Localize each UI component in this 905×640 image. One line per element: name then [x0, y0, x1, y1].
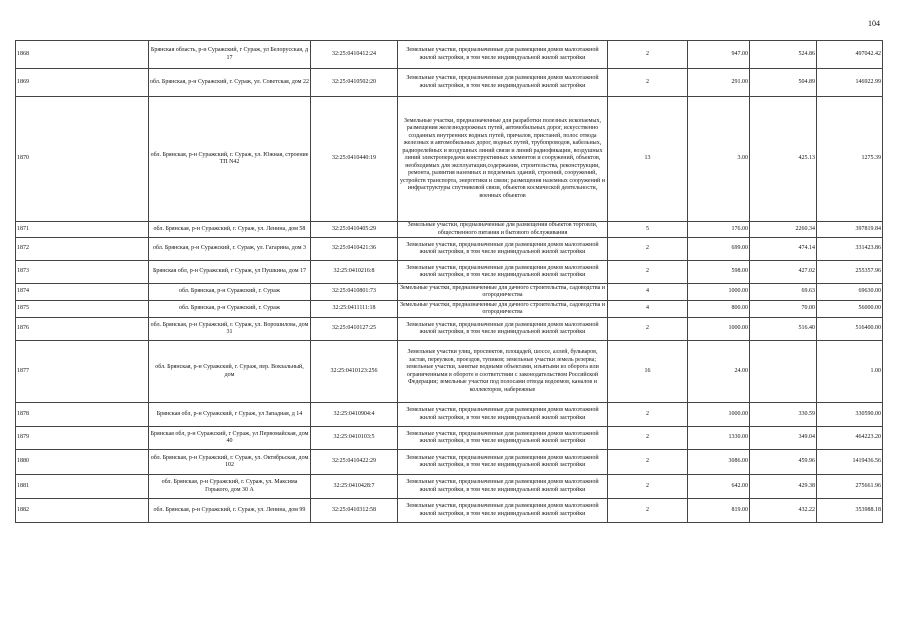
area-cell: 947.00: [688, 41, 750, 69]
land-use-cell: Земельные участки, предназначенные для разработки полезных ископаемых, размещения железнодорожных путей, автомобильных дорог, искусственно созданных внутренних водных путей, причалов, пристаней, полос отвода железных и автомобильных дорог, водных путей, трубопроводов, кабельных, радиорелейных и воздушных линий связи и линий радиофикации, воздушных линий электропередачи конструктивных элементов и сооружений, объектов, необходимых для эксплуатации,содержания, строительства, реконструкции, ремонта, развития наземных и подземных зданий, строений, сооружений, устройств транспорта, энергетики и связи; размещения наземных сооружений и инфраструктуры спутниковой связи, объектов космической деятельности, военных объектов: [398, 97, 608, 222]
address-cell: Брянская обл, р-н Суражский, г Сураж, ул Первомайская, дом 40: [149, 427, 311, 450]
land-use-cell: Земельные участки, предназначенные для размещения домов малоэтажной жилой застройки, в том числе индивидуальной жилой застройки: [398, 499, 608, 523]
specific-value-cell: 330.59: [750, 403, 817, 427]
table-row: [16, 301, 883, 318]
area-cell: 3086.00: [688, 450, 750, 475]
specific-value-cell: 69.63: [750, 284, 817, 301]
cadastral-number-cell: 32:25:0410405:29: [311, 222, 398, 238]
address-cell: обл. Брянская, р-н Суражский, г. Сураж, ул. Советская, дом 22: [149, 69, 311, 97]
land-use-cell: Земельные участки, предназначенные для размещения домов малоэтажной жилой застройки, в том числе индивидуальной жилой застройки: [398, 427, 608, 450]
cadastral-number-cell: 32:25:0410103:5: [311, 427, 398, 450]
area-cell: 642.00: [688, 475, 750, 499]
row-number: 1880: [16, 450, 149, 475]
cadastral-value-cell: 69630.00: [817, 284, 883, 301]
cadastral-value-cell: 353988.18: [817, 499, 883, 523]
land-use-cell: Земельные участки, предназначенные для размещения домов малоэтажной жилой застройки, в том числе индивидуальной жилой застройки: [398, 318, 608, 341]
cadastral-number-cell: 32:25:0410502:20: [311, 69, 398, 97]
cadastral-number-cell: 32:25:0410127:25: [311, 318, 398, 341]
area-cell: 1000.00: [688, 318, 750, 341]
cadastral-number-cell: 32:25:0410412:24: [311, 41, 398, 69]
table-row: [16, 261, 883, 284]
area-cell: 1000.00: [688, 403, 750, 427]
use-group-cell: 2: [608, 261, 688, 284]
address-cell: обл. Брянская, р-н Суражский, г. Сураж, ул. Ленина, дом 58: [149, 222, 311, 238]
table-row: [16, 403, 883, 427]
table-row: [16, 450, 883, 475]
cadastral-value-cell: 331423.86: [817, 238, 883, 261]
cadastral-value-cell: 146922.99: [817, 69, 883, 97]
area-cell: 176.00: [688, 222, 750, 238]
cadastral-number-cell: 32:25:0410801:73: [311, 284, 398, 301]
specific-value-cell: 432.22: [750, 499, 817, 523]
row-number: 1875: [16, 301, 149, 318]
area-cell: 800.00: [688, 301, 750, 318]
row-number: 1878: [16, 403, 149, 427]
table-row: [16, 499, 883, 523]
area-cell: 291.00: [688, 69, 750, 97]
specific-value-cell: 459.96: [750, 450, 817, 475]
row-number: 1881: [16, 475, 149, 499]
land-use-cell: Земельные участки, предназначенные для размещения домов малоэтажной жилой застройки, в том числе индивидуальной жилой застройки: [398, 238, 608, 261]
cadastral-value-cell: 1275.39: [817, 97, 883, 222]
area-cell: 3.00: [688, 97, 750, 222]
use-group-cell: 2: [608, 403, 688, 427]
row-number: 1882: [16, 499, 149, 523]
cadastral-value-cell: 464223.20: [817, 427, 883, 450]
use-group-cell: 13: [608, 97, 688, 222]
specific-value-cell: 425.13: [750, 97, 817, 222]
address-cell: обл. Брянская, р-н Суражский, г. Сураж, ул. Гагарина, дом 3: [149, 238, 311, 261]
table-row: [16, 41, 883, 69]
cadastral-value-cell: 1.00: [817, 341, 883, 403]
cadastral-value-cell: 56000.00: [817, 301, 883, 318]
cadastral-number-cell: 32:25:0410123:256: [311, 341, 398, 403]
cadastral-value-cell: 1419436.56: [817, 450, 883, 475]
use-group-cell: 2: [608, 427, 688, 450]
area-cell: 1330.00: [688, 427, 750, 450]
cadastral-number-cell: 32:25:0410440:19: [311, 97, 398, 222]
use-group-cell: 5: [608, 222, 688, 238]
table-row: [16, 284, 883, 301]
use-group-cell: 4: [608, 301, 688, 318]
row-number: 1871: [16, 222, 149, 238]
area-cell: 598.00: [688, 261, 750, 284]
cadastral-number-cell: 32:25:0410904:4: [311, 403, 398, 427]
address-cell: обл. Брянская, р-н Суражский, г. Сураж: [149, 284, 311, 301]
specific-value-cell: 427.02: [750, 261, 817, 284]
area-cell: 1000.00: [688, 284, 750, 301]
cadastral-value-cell: 497042.42: [817, 41, 883, 69]
cadastral-number-cell: 32:25:0410428:7: [311, 475, 398, 499]
address-cell: обл. Брянская, р-н Суражский, г. Сураж, ул. Ленина, дом 99: [149, 499, 311, 523]
specific-value-cell: 516.40: [750, 318, 817, 341]
land-use-cell: Земельные участки, предназначенные для размещения домов малоэтажной жилой застройки, в том числе индивидуальной жилой застройки: [398, 450, 608, 475]
cadastral-value-table: [15, 40, 883, 523]
use-group-cell: 2: [608, 318, 688, 341]
specific-value-cell: 429.38: [750, 475, 817, 499]
land-use-cell: Земельные участки, предназначенные для размещения домов малоэтажной жилой застройки, в том числе индивидуальной жилой застройки: [398, 261, 608, 284]
area-cell: 699.00: [688, 238, 750, 261]
row-number: 1879: [16, 427, 149, 450]
use-group-cell: 16: [608, 341, 688, 403]
specific-value-cell: 70.00: [750, 301, 817, 318]
land-use-cell: Земельные участки, предназначенные для размещения домов малоэтажной жилой застройки, в том числе индивидуальной жилой застройки: [398, 403, 608, 427]
use-group-cell: 2: [608, 475, 688, 499]
cadastral-number-cell: 32:25:0410421:36: [311, 238, 398, 261]
land-use-cell: Земельные участки, предназначенные для размещения домов малоэтажной жилой застройки, в том числе индивидуальной жилой застройки: [398, 475, 608, 499]
row-number: 1868: [16, 41, 149, 69]
land-use-cell: Земельные участки, предназначенные для размещения объектов торговли, общественного питания и бытового обслуживания: [398, 222, 608, 238]
specific-value-cell: 504.89: [750, 69, 817, 97]
address-cell: Брянская обл, р-н Суражский, г Сураж, ул Пушкина, дом 17: [149, 261, 311, 284]
land-use-cell: Земельные участки, предназначенные для размещения домов малоэтажной жилой застройки, в том числе индивидуальной жилой застройки: [398, 69, 608, 97]
use-group-cell: 2: [608, 238, 688, 261]
row-number: 1877: [16, 341, 149, 403]
cadastral-value-cell: 397819.84: [817, 222, 883, 238]
row-number: 1876: [16, 318, 149, 341]
land-use-cell: Земельные участки, предназначенные для дачного строительства, садоводства и огородничества: [398, 301, 608, 318]
cadastral-value-cell: 330590.00: [817, 403, 883, 427]
specific-value-cell: 349.04: [750, 427, 817, 450]
row-number: 1872: [16, 238, 149, 261]
table-row: [16, 318, 883, 341]
cadastral-number-cell: 32:25:0411111:18: [311, 301, 398, 318]
row-number: 1874: [16, 284, 149, 301]
use-group-cell: 4: [608, 284, 688, 301]
use-group-cell: 2: [608, 41, 688, 69]
area-cell: 819.00: [688, 499, 750, 523]
use-group-cell: 2: [608, 450, 688, 475]
specific-value-cell: 2260.34: [750, 222, 817, 238]
table-row: [16, 97, 883, 222]
address-cell: Брянская обл, р-н Суражский, г Сураж, ул Западная, д 14: [149, 403, 311, 427]
row-number: 1869: [16, 69, 149, 97]
table-row: [16, 222, 883, 238]
row-number: 1873: [16, 261, 149, 284]
land-use-cell: Земельные участки улиц, проспектов, площадей, шоссе, аллей, бульваров, застав, переулков, проездов, тупиков; земельные участки земель резерва; земельные участки, занятые водными объектами, изъятыми из оборота или ограниченными в обороте в соответствии с законодательством Российской Федерации; земельные участки под полосами отвода водоемов, каналов и коллекторов, набережные: [398, 341, 608, 403]
cadastral-value-cell: 516400.00: [817, 318, 883, 341]
table-row: [16, 475, 883, 499]
cadastral-number-cell: 32:25:0410216:8: [311, 261, 398, 284]
cadastral-number-cell: 32:25:0410312:58: [311, 499, 398, 523]
address-cell: обл. Брянская, р-н Суражский, г. Сураж, пер. Вокзальный, дом: [149, 341, 311, 403]
table-row: [16, 427, 883, 450]
address-cell: обл. Брянская, р-н Суражский, г. Сураж, ул. Октябрьская, дом 102: [149, 450, 311, 475]
table-row: [16, 238, 883, 261]
address-cell: обл. Брянская, р-н Суражский, г. Сураж: [149, 301, 311, 318]
row-number: 1870: [16, 97, 149, 222]
cadastral-number-cell: 32:25:0410422:29: [311, 450, 398, 475]
table-row: [16, 341, 883, 403]
page-number: 104: [868, 19, 880, 28]
area-cell: 24.00: [688, 341, 750, 403]
table-row: [16, 69, 883, 97]
cadastral-value-cell: 255357.96: [817, 261, 883, 284]
cadastral-value-cell: 275661.96: [817, 475, 883, 499]
address-cell: обл. Брянская, р-н Суражский, г. Сураж, ул. Южная, строение ТП N42: [149, 97, 311, 222]
specific-value-cell: 524.86: [750, 41, 817, 69]
address-cell: Брянская область, р-н Суражский, г Сураж, ул Белорусская, д 17: [149, 41, 311, 69]
use-group-cell: 2: [608, 499, 688, 523]
use-group-cell: 2: [608, 69, 688, 97]
specific-value-cell: [750, 341, 817, 403]
land-use-cell: Земельные участки, предназначенные для дачного строительства, садоводства и огородничества: [398, 284, 608, 301]
specific-value-cell: 474.14: [750, 238, 817, 261]
address-cell: обл. Брянская, р-н Суражский, г. Сураж, ул. Ворошилова, дом 31: [149, 318, 311, 341]
land-use-cell: Земельные участки, предназначенные для размещения домов малоэтажной жилой застройки, в том числе индивидуальной жилой застройки: [398, 41, 608, 69]
address-cell: обл. Брянская, р-н Суражский, г. Сураж, ул. Максима Горького, дом 30 А: [149, 475, 311, 499]
